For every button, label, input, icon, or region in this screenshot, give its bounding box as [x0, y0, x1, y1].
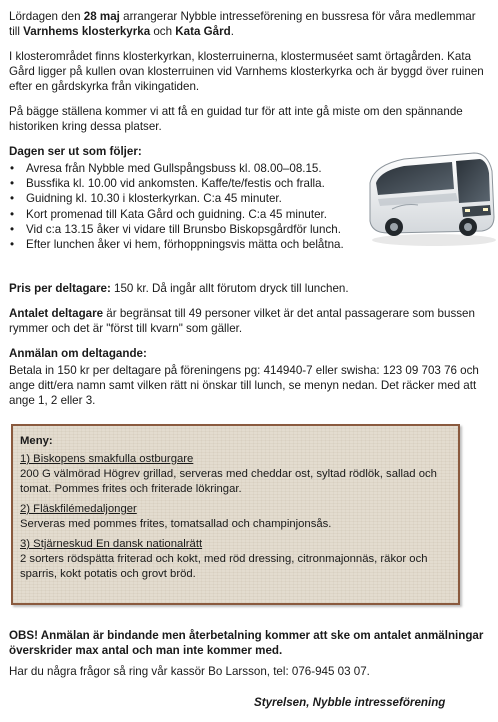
bullet: • — [10, 222, 15, 236]
destination-1: Varnhems klosterkyrka — [23, 25, 151, 38]
menu-item-title: 2) Fläskfilémedaljonger — [20, 503, 137, 515]
intro-text: arrangerar Nybble intresseförening en bussresa för våra medlemmar till — [9, 10, 476, 38]
menu-item — [20, 452, 448, 497]
destination-2: Kata Gård — [175, 25, 231, 38]
bus-wheel-hub — [390, 223, 398, 231]
schedule-heading: Dagen ser ut som följer: — [9, 145, 142, 158]
signature: Styrelsen, Nybble intresseförening — [254, 696, 446, 709]
bullet: • — [10, 177, 15, 191]
intro-text: . — [230, 25, 234, 38]
registration-heading: Anmälan om deltagande: — [9, 347, 147, 360]
bullet: • — [10, 207, 15, 221]
schedule-item-text: Guidning kl. 10.30 i klosterkyrkan. C:a 45 minuter. — [26, 192, 282, 206]
menu-item-description: 200 G välmörad Högrev grillad, serveras med cheddar ost, syltad rödlök, sallad och tomat. Pommes frites och friterade lökringar. — [20, 468, 437, 495]
schedule-item-text: Vid c:a 13.15 åker vi vidare till Brunsbo Biskopsgårdför lunch. — [26, 222, 341, 236]
bus-icon — [364, 143, 498, 247]
menu-item-description: Serveras med pommes frites, tomatsallad och champinjonsås. — [20, 518, 332, 530]
bus-wheel-hub — [464, 223, 472, 231]
menu-item-title: 3) Stjärneskud En dansk nationalrätt — [20, 538, 203, 550]
menu-item — [20, 537, 448, 582]
menu-title: Meny: — [20, 435, 53, 447]
bullet: • — [10, 238, 15, 252]
price-paragraph — [9, 281, 489, 296]
contact-info: Har du några frågor så ring vår kassör Bo Larsson, tel: 076-945 03 07. — [9, 665, 370, 678]
intro-paragraph-1 — [9, 9, 489, 39]
document-body — [9, 9, 489, 418]
bullet: • — [10, 192, 15, 206]
price-label: Pris per deltagare: — [9, 282, 111, 295]
intro-paragraph-3: På bägge ställena kommer vi att få en guidad tur för att inte gå miste om den spännande historiken kring dessa platser. — [9, 105, 463, 133]
registration-text: Betala in 150 kr per deltagare på föreningens pg: 414940-7 eller swisha: 123 09 703 76 och ange ditt/era namn samt vilken rätt ni önskar till lunch, se menyn nedan. Det räcker med att ange 1, 2 eller 3. — [9, 364, 479, 407]
participants-paragraph — [9, 306, 489, 336]
menu-item-description: 2 sorters rödspätta friterad och kokt, med röd dressing, citronmajonnäs, räkor och sparris, kokt potatis och grovt bröd. — [20, 553, 428, 580]
schedule-item-text: Kort promenad till Kata Gård och guidning. C:a 45 minuter. — [26, 207, 327, 221]
intro-text: Lördagen den — [9, 10, 84, 23]
schedule-item-text: Avresa från Nybble med Gullspångsbuss kl. 08.00–08.15. — [26, 162, 322, 175]
participants-label: Antalet deltagare — [9, 307, 104, 320]
menu-item-title: 1) Biskopens smakfulla ostburgare — [20, 453, 194, 465]
schedule-item-text: Bussfika kl. 10.00 vid ankomsten. Kaffe/te/festis och fralla. — [26, 177, 325, 191]
obs-text: OBS! Anmälan är bindande men återbetalning kommer att ske om antalet anmälningar överskrider max antal och man inte kommer med. — [9, 629, 484, 657]
schedule-section — [9, 161, 489, 275]
bus-headlight — [465, 209, 470, 212]
bus-windshield — [456, 159, 490, 203]
participants-text: är begränsat till 49 personer vilket är det antal passagerare som bussen rymmer och det är "först till kvarn" som gäller. — [9, 307, 475, 335]
bus-shadow — [372, 234, 496, 246]
intro-text: och — [150, 25, 176, 38]
trip-date: 28 maj — [83, 10, 120, 23]
notice-section — [9, 628, 489, 685]
price-text: 150 kr. Då ingår allt förutom dryck till lunchen. — [110, 282, 349, 295]
menu-box — [11, 424, 460, 605]
bullet: • — [10, 162, 15, 175]
obs-notice — [9, 628, 489, 658]
schedule-item-text: Efter lunchen åker vi hem, förhoppningsvis mätta och belåtna. — [26, 238, 344, 252]
intro-paragraph-2: I klosterområdet finns klosterkyrkan, klosterruinerna, klostermuséet samt örtagården. Kata Gård ligger på kullen ovan klosterruinen vid Varnhems klosterkyrka och är byggd över ruinen efter en gårdskyrka från vikingatiden. — [9, 50, 484, 93]
bus-headlight — [483, 208, 488, 211]
menu-item — [20, 502, 448, 532]
